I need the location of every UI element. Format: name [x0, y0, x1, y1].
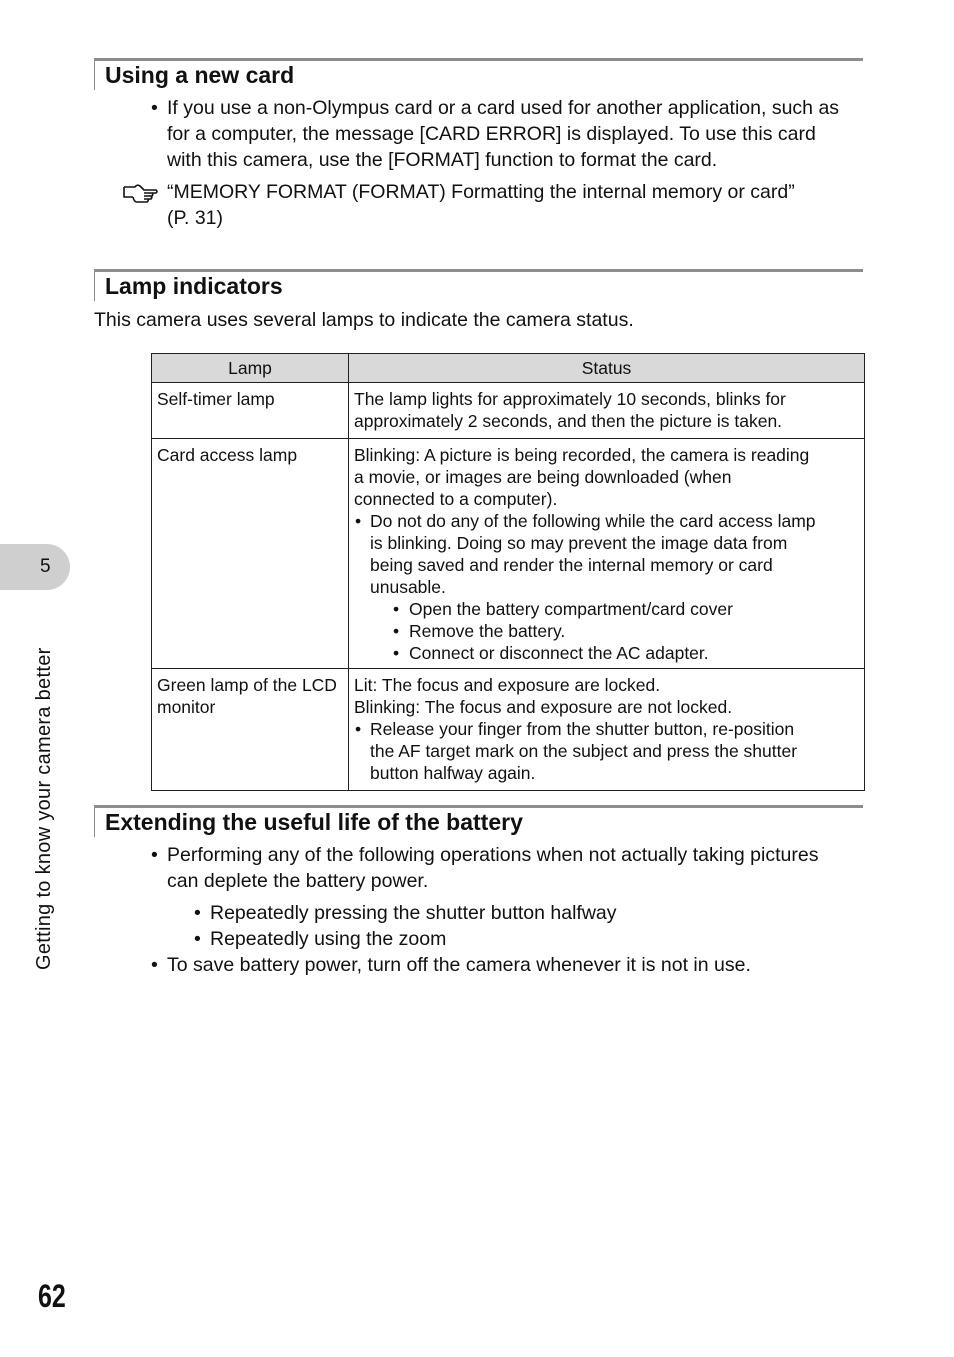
page-number: 62	[38, 1278, 66, 1314]
sub-bullet-text: Repeatedly using the zoom	[210, 928, 447, 950]
cell-sub-bullet: • Open the battery compartment/card cover	[354, 598, 859, 620]
section-heading-lamp-indicators	[94, 269, 863, 301]
section-title: Using a new card	[105, 62, 295, 88]
table-row	[152, 383, 865, 439]
section-title: Extending the useful life of the battery	[105, 809, 523, 835]
bullet-text: Performing any of the following operations when not actually taking pictures can deplete the battery power.	[167, 844, 819, 892]
table-header-row	[152, 354, 865, 383]
status-cell: Blinking: A picture is being recorded, the camera is reading a movie, or images are being downloaded (when connected to a computer). • Do not do any of the following while the card access lamp is blinking. Doing so may prevent the image data from being saved and render the internal memory or card unusable. • Open the battery compartment/card cover • Remove the battery. • Connect or disconnect the AC adapter.	[349, 439, 865, 669]
table-row	[152, 669, 865, 791]
intro-text: This camera uses several lamps to indicate the camera status.	[94, 309, 634, 331]
lamp-cell: Self-timer lamp	[152, 383, 349, 439]
section-title: Lamp indicators	[105, 273, 283, 299]
cell-bullet: • Release your finger from the shutter button, re-position the AF target mark on the subject and press the shutter button halfway again.	[354, 718, 859, 784]
reference-text: “MEMORY FORMAT (FORMAT) Formatting the internal memory or card” (P. 31)	[167, 181, 795, 229]
bullet-text: To save battery power, turn off the camera whenever it is not in use.	[167, 954, 751, 976]
lamp-cell: Green lamp of the LCD monitor	[152, 669, 349, 791]
pointing-hand-icon	[123, 181, 159, 203]
section-heading-battery-life	[94, 805, 863, 837]
status-cell: Lit: The focus and exposure are locked. Blinking: The focus and exposure are not locked. • Release your finger from the shutter button, re-position the AF target mark on the subject and press the shutter button halfway again.	[349, 669, 865, 791]
cell-bullet: • Do not do any of the following while the card access lamp is blinking. Doing so may prevent the image data from being saved and render the internal memory or card unusable.	[354, 510, 859, 598]
lamp-cell: Card access lamp	[152, 439, 349, 669]
column-header-status: Status	[349, 354, 865, 383]
section-heading-using-new-card	[94, 58, 863, 90]
table-row	[152, 439, 865, 669]
sub-bullet-marker: •	[194, 928, 201, 950]
cell-sub-bullet: • Connect or disconnect the AC adapter.	[354, 642, 859, 664]
sub-bullet-marker: •	[194, 902, 201, 924]
bullet-marker: •	[151, 954, 158, 976]
lamp-table	[151, 353, 865, 791]
bullet-marker: •	[151, 844, 158, 866]
column-header-lamp: Lamp	[152, 354, 349, 383]
status-cell: The lamp lights for approximately 10 seconds, blinks for approximately 2 seconds, and then the picture is taken.	[349, 383, 865, 439]
chapter-title-vertical: Getting to know your camera better	[33, 647, 55, 970]
bullet-marker: •	[151, 97, 158, 119]
chapter-number: 5	[40, 556, 51, 577]
cell-sub-bullet: • Remove the battery.	[354, 620, 859, 642]
sub-bullet-text: Repeatedly pressing the shutter button halfway	[210, 902, 617, 924]
chapter-tab	[0, 544, 70, 590]
bullet-text: If you use a non-Olympus card or a card used for another application, such as for a computer, the message [CARD ERROR] is displayed. To use this card with this camera, use the [FORMAT] function to format the card.	[167, 97, 840, 171]
